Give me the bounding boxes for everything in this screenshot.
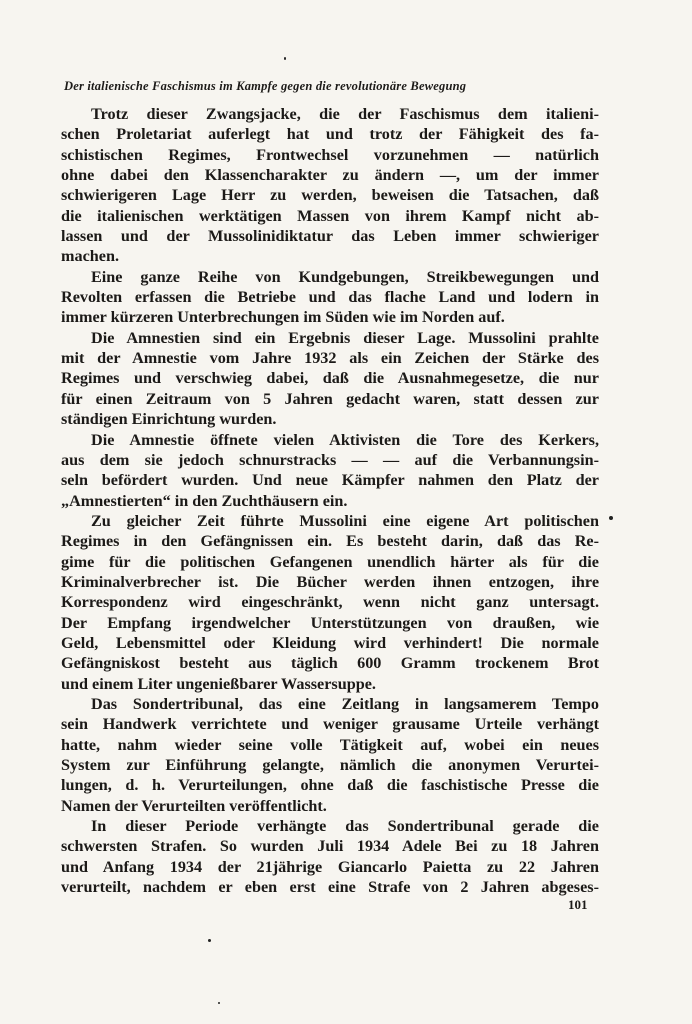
text-line: Der Empfang irgendwelcher Unterstützungen von draußen, wie (61, 613, 599, 632)
text-line: Kriminalverbrecher ist. Die Bücher werden ihnen entzogen, ihre (61, 572, 599, 591)
text-line: immer kürzeren Unterbrechungen im Süden wie im Norden auf. (61, 308, 505, 327)
text-line: Geld, Lebensmittel oder Kleidung wird verhindert! Die normale (61, 633, 599, 652)
text-line: schwersten Strafen. So wurden Juli 1934 Adele Bei zu 18 Jahren (61, 837, 599, 856)
text-line: aus dem sie jedoch schnurstracks — — auf die Verbannungsin- (61, 450, 599, 469)
text-line: Namen der Verurteilten veröffentlicht. (61, 796, 327, 815)
text-line: Regimes in den Gefängnissen ein. Es besteht darin, daß das Re- (61, 532, 599, 551)
text-line: System zur Einführung gelangte, nämlich die anonymen Verurtei- (61, 756, 599, 774)
text-line: Eine ganze Reihe von Kundgebungen, Streikbewegungen und (91, 267, 599, 286)
running-header: Der italienische Faschismus im Kampfe gegen die revolutionäre Bewegung (64, 79, 467, 93)
page-number: 101 (568, 897, 588, 912)
text-line: sein Handwerk verrichtete und weniger grausame Urteile verhängt (61, 715, 599, 734)
text-line: ständigen Einrichtung wurden. (61, 410, 277, 429)
paragraph (61, 430, 599, 511)
text-line: schistischen Regimes, Frontwechsel vorzunehmen — natürlich (61, 145, 599, 164)
text-line: Revolten erfassen die Betriebe und das flache Land und lodern in (61, 288, 599, 307)
text-line: Korrespondenz wird eingeschränkt, wenn nicht ganz untersagt. (61, 593, 599, 612)
text-line: In dieser Periode verhängte das Sondertribunal gerade die (91, 817, 599, 836)
text-line: die italienischen werktätigen Massen von ihrem Kampf nicht ab- (61, 206, 599, 225)
text-line: schwierigeren Lage Herr zu werden, beweisen die Tatsachen, daß (61, 186, 599, 205)
text-line: „Amnestierten“ in den Zuchthäusern ein. (61, 491, 348, 510)
text-line: machen. (61, 247, 119, 266)
paragraph (61, 328, 599, 430)
paragraph (61, 104, 599, 267)
ink-speck (208, 939, 211, 942)
text-line: Gefängniskost besteht aus täglich 600 Gramm trockenem Brot (61, 654, 599, 673)
ink-speck (284, 57, 286, 60)
text-line: und Anfang 1934 der 21jährige Giancarlo Paietta zu 22 Jahren (61, 857, 599, 876)
text-line: Die Amnestie öffnete vielen Aktivisten die Tore des Kerkers, (91, 430, 599, 449)
text-line: schen Proletariat auferlegt hat und trotz der Fähigkeit des fa- (61, 125, 599, 144)
text-line: und einem Liter ungenießbarer Wassersuppe. (61, 674, 376, 693)
paragraph (61, 267, 599, 328)
text-line: ohne dabei den Klassencharakter zu ändern —, um der immer (61, 166, 599, 185)
body-text (61, 104, 599, 897)
text-line: hatte, nahm wieder seine volle Tätigkeit auf, wobei ein neues (61, 735, 599, 754)
paragraph (61, 694, 599, 816)
paragraph (61, 511, 599, 694)
text-line: verurteilt, nachdem er eben erst eine Strafe von 2 Jahren abgeses- (61, 878, 599, 897)
text-line: gime für die politischen Gefangenen unendlich härter als für die (61, 552, 599, 571)
text-line: Die Amnestien sind ein Ergebnis dieser Lage. Mussolini prahlte (91, 328, 599, 347)
text-line: mit der Amnestie vom Jahre 1932 als ein Zeichen der Stärke des (61, 349, 599, 368)
text-line: Das Sondertribunal, das eine Zeitlang in langsamerem Tempo (91, 694, 599, 713)
text-line: Trotz dieser Zwangsjacke, die der Faschismus dem italieni- (91, 105, 599, 123)
text-line: Regimes und verschwieg dabei, daß die Ausnahmegesetze, die nur (61, 369, 599, 388)
text-line: lassen und der Mussolinidiktatur das Leben immer schwieriger (61, 227, 599, 246)
paragraph (61, 816, 599, 897)
ink-speck (609, 516, 613, 520)
text-line: seln befördert wurden. Und neue Kämpfer nahmen den Platz der (61, 471, 599, 490)
text-line: für einen Zeitraum von 5 Jahren gedacht waren, statt dessen zur (61, 389, 599, 408)
ink-speck (218, 1002, 220, 1004)
text-line: Zu gleicher Zeit führte Mussolini eine eigene Art politischen (91, 511, 599, 530)
text-line: lungen, d. h. Verurteilungen, ohne daß die faschistische Presse die (61, 776, 599, 795)
